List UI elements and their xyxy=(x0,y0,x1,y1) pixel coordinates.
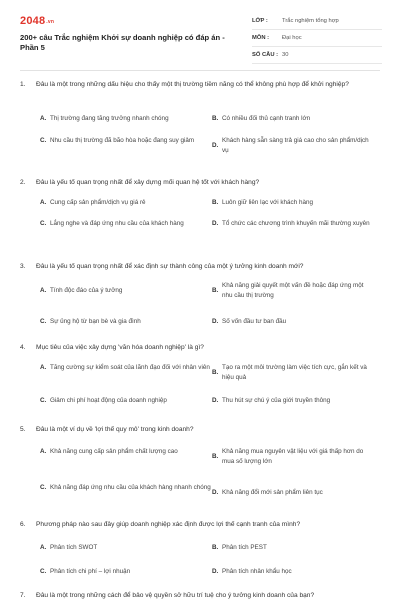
option-letter: B. xyxy=(212,199,219,206)
option-c[interactable] xyxy=(40,396,215,406)
question-number: 2. xyxy=(20,179,26,186)
question-3 xyxy=(20,262,380,325)
option-letter: A. xyxy=(40,199,47,206)
question-text: Đâu là một trong những cách để bảo vệ quyền sở hữu trí tuệ cho ý tưởng kinh doanh của bạn? xyxy=(36,592,315,599)
option-text: Phân tích PEST xyxy=(222,544,267,551)
option-letter: D. xyxy=(212,142,219,149)
option-letter: D. xyxy=(212,397,219,404)
option-text: Tính độc đáo của ý tưởng xyxy=(50,287,123,294)
option-d[interactable] xyxy=(212,317,370,327)
document-meta xyxy=(252,13,382,64)
question-text: Mục tiêu của việc xây dựng 'văn hóa doanh nghiệp' là gì? xyxy=(36,344,204,351)
option-c[interactable] xyxy=(40,567,215,577)
option-letter: A. xyxy=(40,287,47,294)
meta-value-subject: Đại học xyxy=(282,35,302,41)
option-a[interactable] xyxy=(40,198,215,208)
option-letter: B. xyxy=(212,369,219,376)
question-header xyxy=(20,343,380,353)
option-text: Tăng cường sự kiểm soát của lãnh đạo đối với nhân viên xyxy=(50,364,210,371)
option-b[interactable] xyxy=(212,198,370,208)
option-letter: B. xyxy=(212,544,219,551)
option-text: Phân tích chi phí – lợi nhuận xyxy=(50,568,131,575)
option-letter: D. xyxy=(212,568,219,575)
option-text: Lắng nghe và đáp ứng nhu cầu của khách hàng xyxy=(50,220,184,227)
option-a[interactable] xyxy=(40,286,215,296)
option-c[interactable] xyxy=(40,317,215,327)
question-number: 7. xyxy=(20,592,26,599)
option-letter: D. xyxy=(212,489,219,496)
option-letter: A. xyxy=(40,364,47,371)
meta-value-class: Trắc nghiệm tổng hợp xyxy=(282,18,339,24)
option-text: Thị trường đang tăng trưởng nhanh chóng xyxy=(50,115,169,122)
logo-main: 2048 xyxy=(20,15,46,27)
option-letter: A. xyxy=(40,448,47,455)
option-letter: C. xyxy=(40,484,47,491)
site-logo[interactable] xyxy=(20,15,54,27)
question-text: Đâu là một trong những dấu hiệu cho thấy một thị trường tiềm năng có thể không phù hợp để khởi nghiệp? xyxy=(36,81,349,88)
question-text: Đâu là yếu tố quan trọng nhất để xây dựng mối quan hệ tốt với khách hàng? xyxy=(36,179,260,186)
meta-label-count: SỐ CÂU : xyxy=(252,52,279,58)
option-text: Cung cấp sản phẩm/dịch vụ giá rẻ xyxy=(50,199,146,206)
option-c[interactable] xyxy=(40,483,215,493)
meta-label-subject: MÔN : xyxy=(252,35,270,41)
option-b[interactable] xyxy=(212,281,370,301)
option-letter: D. xyxy=(212,220,219,227)
question-6 xyxy=(20,520,380,575)
option-letter: C. xyxy=(40,397,47,404)
option-b[interactable] xyxy=(212,543,370,553)
question-number: 3. xyxy=(20,263,26,270)
option-letter: B. xyxy=(212,453,219,460)
question-header xyxy=(20,80,380,90)
option-text: Nhu cầu thị trường đã bão hòa hoặc đang suy giảm xyxy=(50,137,195,144)
question-text: Đâu là yếu tố quan trọng nhất để xác định sự thành công của một ý tưởng kinh doanh mới? xyxy=(36,263,304,270)
question-header xyxy=(20,520,380,530)
option-text: Khách hàng sẵn sàng trả giá cao cho sản phẩm/dịch vụ xyxy=(222,137,369,154)
option-text: Thu hút sự chú ý của giới truyền thông xyxy=(222,397,331,404)
option-a[interactable] xyxy=(40,543,215,553)
question-number: 5. xyxy=(20,426,26,433)
option-text: Phân tích nhân khẩu học xyxy=(222,568,292,575)
question-header xyxy=(20,178,380,188)
option-a[interactable] xyxy=(40,114,215,124)
option-c[interactable] xyxy=(40,219,215,229)
option-d[interactable] xyxy=(212,219,370,229)
option-b[interactable] xyxy=(212,363,370,383)
option-text: Khả năng mua nguyên vật liệu với giá thấp hơn do mua số lượng lớn xyxy=(222,448,364,465)
question-number: 4. xyxy=(20,344,26,351)
option-a[interactable] xyxy=(40,363,215,373)
document-header xyxy=(0,0,400,66)
question-4 xyxy=(20,343,380,404)
question-2 xyxy=(20,178,380,227)
question-text: Phương pháp nào sau đây giúp doanh nghiệp xác định được lợi thế cạnh tranh của mình? xyxy=(36,521,301,528)
option-text: Khả năng đáp ứng nhu cầu của khách hàng nhanh chóng xyxy=(50,484,211,491)
option-letter: C. xyxy=(40,220,47,227)
question-number: 6. xyxy=(20,521,26,528)
option-letter: A. xyxy=(40,115,47,122)
option-d[interactable] xyxy=(212,488,370,498)
option-text: Luôn giữ liên lạc với khách hàng xyxy=(222,199,313,206)
option-a[interactable] xyxy=(40,447,215,457)
question-1 xyxy=(20,80,380,154)
option-text: Giảm chi phí hoạt động của doanh nghiệp xyxy=(50,397,167,404)
header-divider xyxy=(20,70,380,71)
logo-sub: .vn xyxy=(46,19,55,25)
option-letter: C. xyxy=(40,568,47,575)
question-header xyxy=(20,262,380,272)
option-letter: D. xyxy=(212,318,219,325)
question-text: Đâu là một ví dụ về 'lợi thế quy mô' trong kinh doanh? xyxy=(36,426,194,433)
option-letter: A. xyxy=(40,544,47,551)
option-letter: B. xyxy=(212,115,219,122)
option-d[interactable] xyxy=(212,396,370,406)
option-text: Khả năng cung cấp sản phẩm chất lượng cao xyxy=(50,448,178,455)
meta-value-count: 30 xyxy=(282,52,289,58)
question-number: 1. xyxy=(20,81,26,88)
meta-row-subject xyxy=(252,30,382,47)
option-letter: C. xyxy=(40,137,47,144)
option-text: Tổ chức các chương trình khuyến mãi thường xuyên xyxy=(222,220,370,227)
question-7 xyxy=(20,591,380,600)
question-5 xyxy=(20,425,380,496)
meta-row-count xyxy=(252,47,382,64)
option-b[interactable] xyxy=(212,447,370,467)
option-letter: C. xyxy=(40,318,47,325)
meta-label-class: LỚP : xyxy=(252,18,268,24)
option-b[interactable] xyxy=(212,114,370,124)
option-letter: B. xyxy=(212,287,219,294)
option-text: Phân tích SWOT xyxy=(50,544,98,551)
option-c[interactable] xyxy=(40,136,215,146)
option-d[interactable] xyxy=(212,567,370,577)
option-text: Có nhiều đối thủ cạnh tranh lớn xyxy=(222,115,311,122)
document-title: 200+ câu Trắc nghiệm Khởi sự doanh nghiệp có đáp án - Phần 5 xyxy=(20,33,225,52)
option-text: Khả năng giải quyết một vấn đề hoặc đáp ứng một nhu cầu thị trường xyxy=(222,282,364,299)
option-text: Sự ủng hộ từ bạn bè và gia đình xyxy=(50,318,141,325)
question-header xyxy=(20,425,380,435)
option-text: Khả năng đổi mới sản phẩm liên tục xyxy=(222,489,323,496)
meta-row-class xyxy=(252,13,382,30)
question-header xyxy=(20,591,380,600)
option-text: Số vốn đầu tư ban đầu xyxy=(222,318,287,325)
option-text: Tạo ra một môi trường làm việc tích cực, gắn kết và hiệu quả xyxy=(222,364,367,381)
option-d[interactable] xyxy=(212,136,370,156)
